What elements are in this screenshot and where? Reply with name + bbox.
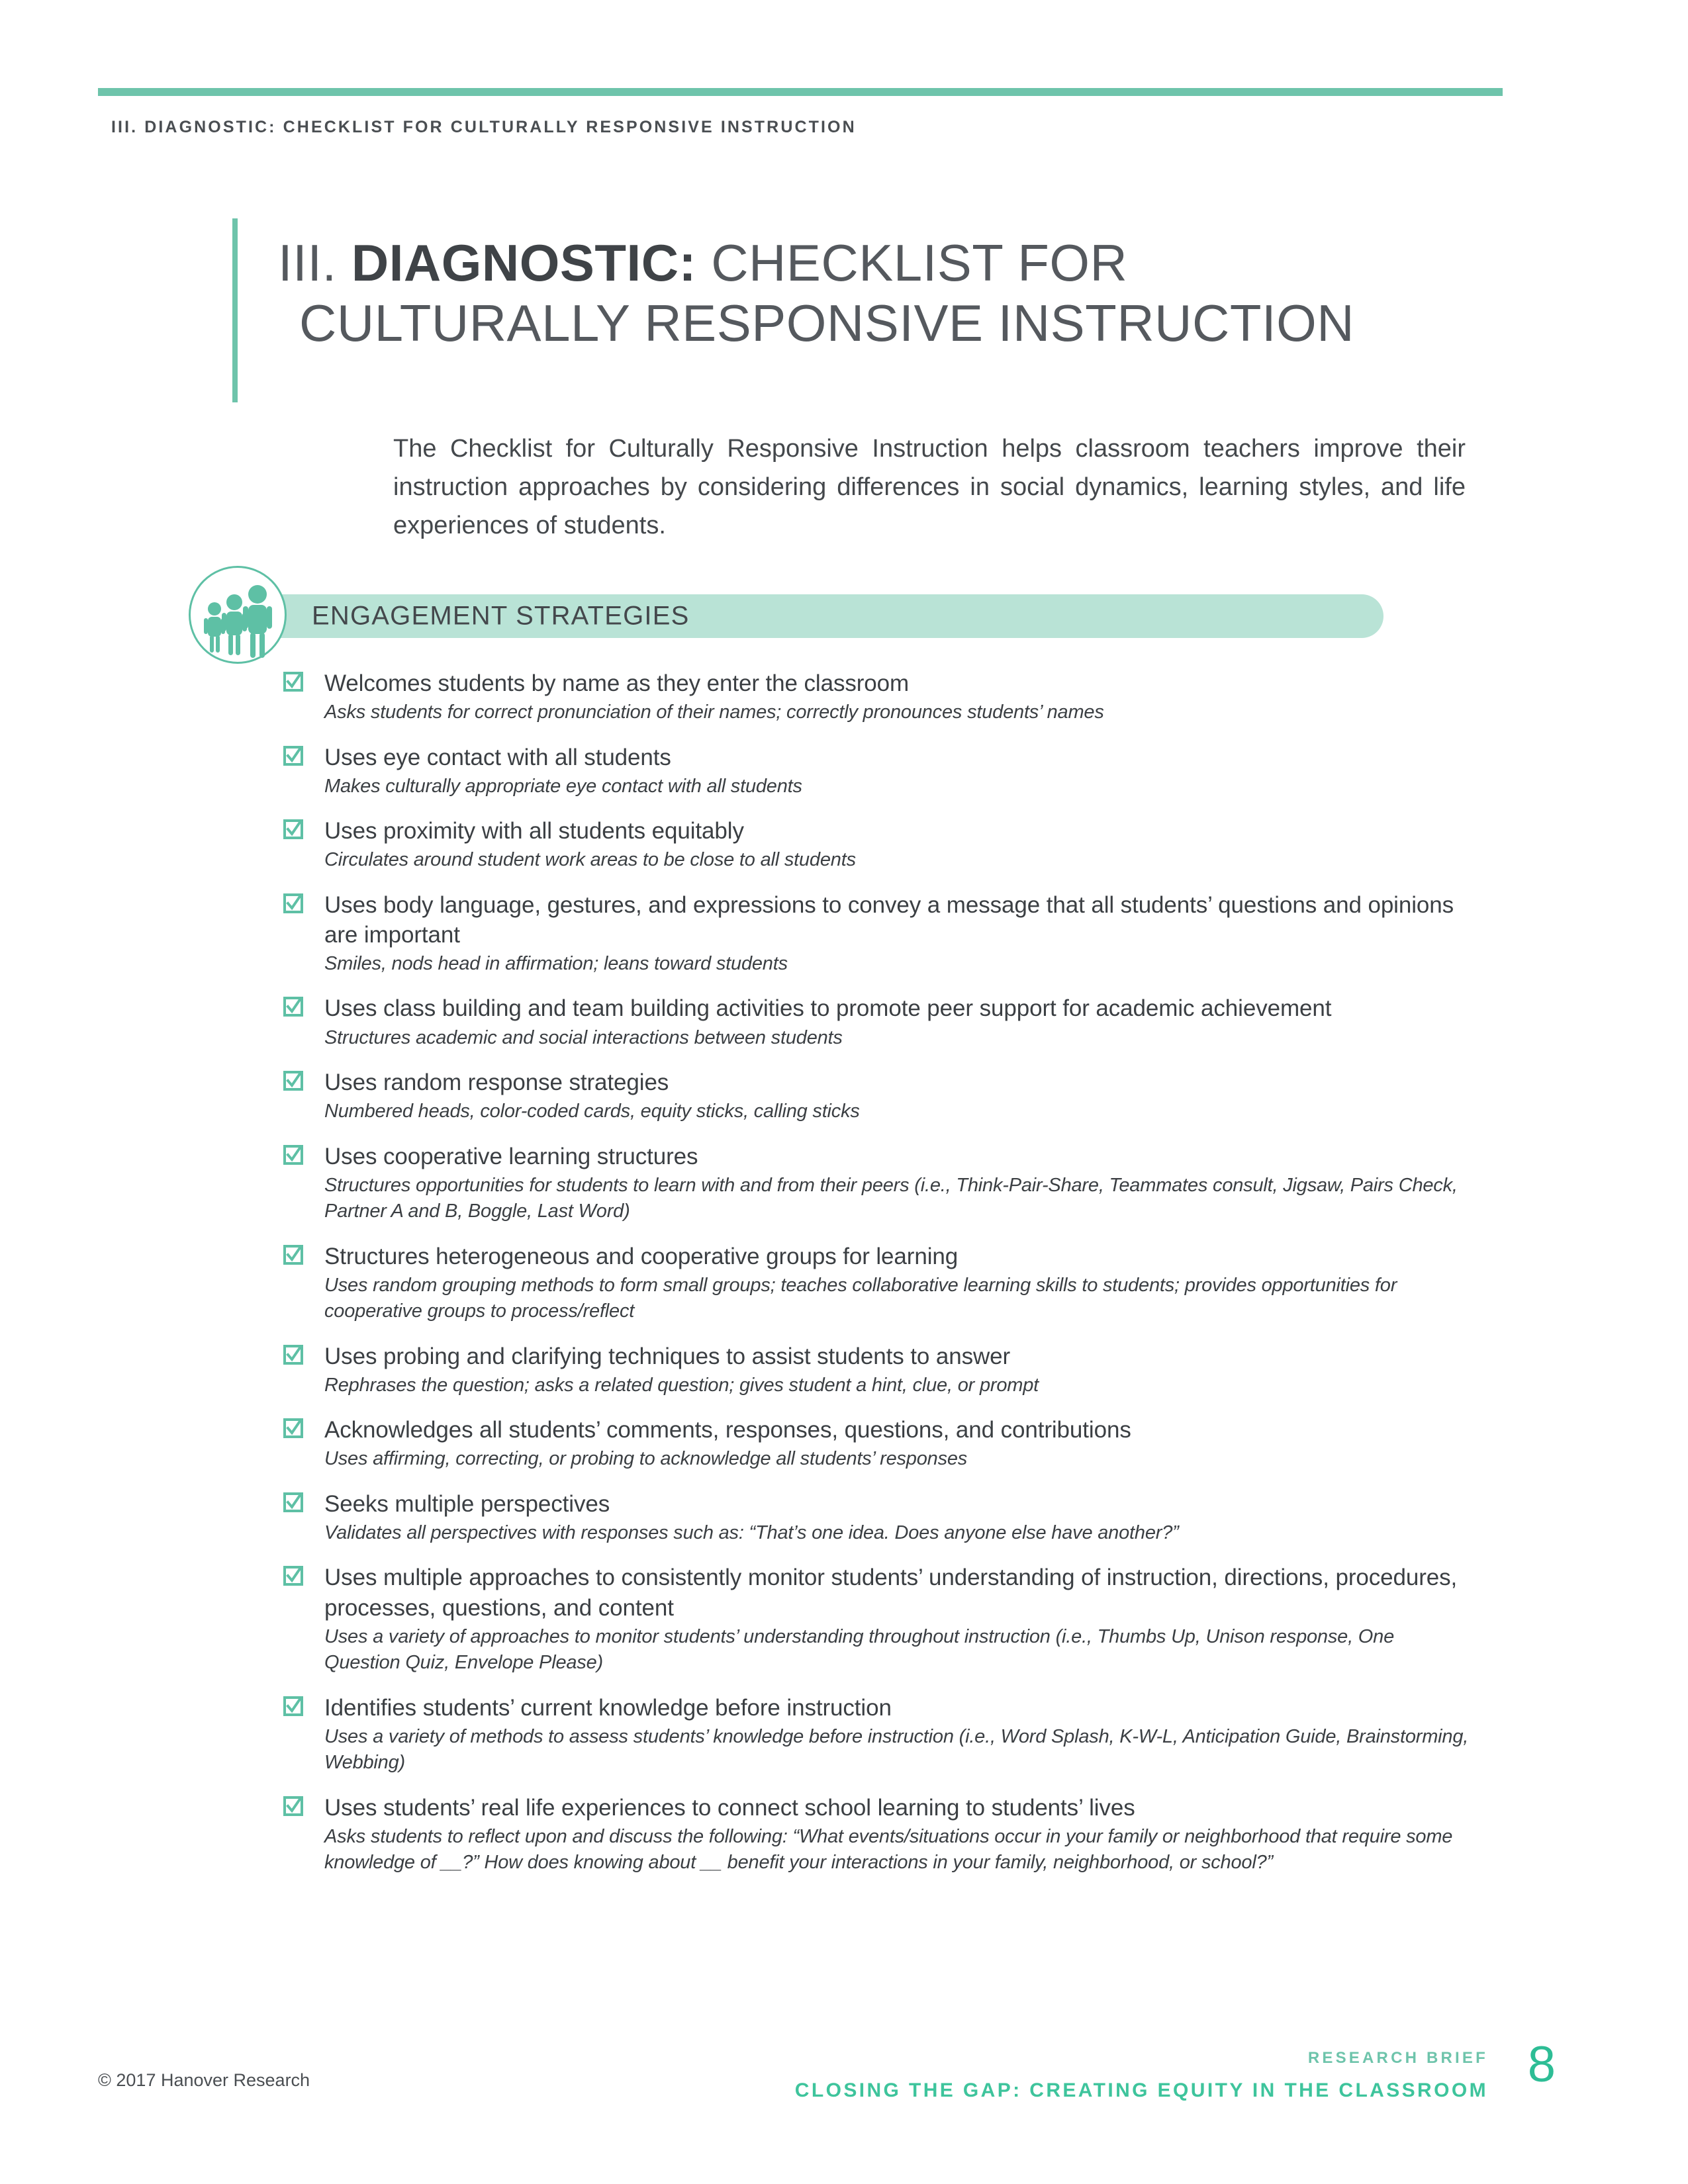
checklist-item-description: Makes culturally appropriate eye contact with all students bbox=[324, 775, 802, 797]
checklist-item-description: Uses random grouping methods to form small groups; teaches collaborative learning skills to students; provides opportunities for cooperative groups to process/reflect bbox=[324, 1274, 1397, 1322]
checklist-item-description: Smiles, nods head in affirmation; leans toward students bbox=[324, 953, 788, 975]
footer-brief-label: RESEARCH BRIEF bbox=[1307, 2049, 1488, 2067]
checklist-item[interactable] bbox=[283, 1415, 1475, 1473]
checklist-item-label: Welcomes students by name as they enter the classroom bbox=[324, 670, 910, 696]
family-group-icon bbox=[189, 566, 287, 664]
checkbox-checked-icon[interactable] bbox=[283, 1145, 303, 1165]
checklist-item-description: Circulates around student work areas to be close to all students bbox=[324, 849, 856, 871]
footer-document-title: CLOSING THE GAP: CREATING EQUITY IN THE CLASSROOM bbox=[794, 2079, 1488, 2101]
checklist-item-description: Asks students to reflect upon and discuss the following: “What events/situations occur in your family or neighborhood that require some knowledge of __?” How does knowing about __ benefit your interactions in your family, neighborhood, or school?” bbox=[324, 1825, 1453, 1874]
checklist bbox=[283, 668, 1475, 1893]
checklist-item-description: Asks students for correct pronunciation of their names; correctly pronounces students’ names bbox=[324, 702, 1104, 723]
footer-copyright: © 2017 Hanover Research bbox=[98, 2070, 310, 2090]
checklist-item-description: Uses a variety of approaches to monitor students’ understanding throughout instruction (i.e., Thumbs Up, Unison response, One Question Quiz, Envelope Please) bbox=[324, 1625, 1395, 1674]
title-emphasis: DIAGNOSTIC: bbox=[351, 234, 697, 292]
checklist-item[interactable] bbox=[283, 890, 1475, 978]
checklist-item-description: Uses affirming, correcting, or probing to acknowledge all students’ responses bbox=[324, 1448, 968, 1470]
checkbox-checked-icon[interactable] bbox=[283, 1071, 303, 1091]
checklist-item-description: Numbered heads, color-coded cards, equity sticks, calling sticks bbox=[324, 1101, 860, 1122]
checkbox-checked-icon[interactable] bbox=[283, 1566, 303, 1586]
checklist-item-label: Identifies students’ current knowledge before instruction bbox=[324, 1694, 892, 1721]
title-line2: CULTURALLY RESPONSIVE INSTRUCTION bbox=[299, 294, 1355, 353]
checklist-item-label: Uses students’ real life experiences to connect school learning to students’ lives bbox=[324, 1794, 1135, 1821]
checkbox-checked-icon[interactable] bbox=[283, 819, 303, 839]
checkbox-checked-icon[interactable] bbox=[283, 1418, 303, 1438]
section-banner-label: ENGAGEMENT STRATEGIES bbox=[312, 601, 690, 631]
checklist-item-description: Uses a variety of methods to assess students’ knowledge before instruction (i.e., Word Splash, K-W-L, Anticipation Guide, Brainstorming, Webbing) bbox=[324, 1725, 1469, 1774]
title-number: III. bbox=[278, 234, 337, 292]
checklist-item-label: Uses random response strategies bbox=[324, 1069, 669, 1096]
checklist-item[interactable] bbox=[283, 1489, 1475, 1547]
checkbox-checked-icon[interactable] bbox=[283, 1796, 303, 1816]
checkbox-checked-icon[interactable] bbox=[283, 1492, 303, 1512]
title-rest-line1: CHECKLIST FOR bbox=[711, 234, 1128, 292]
checklist-item-label: Uses proximity with all students equitably bbox=[324, 818, 744, 844]
checklist-item[interactable] bbox=[283, 1068, 1475, 1125]
checklist-item[interactable] bbox=[283, 816, 1475, 874]
checkbox-checked-icon[interactable] bbox=[283, 1696, 303, 1716]
checklist-item-label: Seeks multiple perspectives bbox=[324, 1490, 610, 1517]
checkbox-checked-icon[interactable] bbox=[283, 672, 303, 692]
checklist-item[interactable] bbox=[283, 1563, 1475, 1676]
checklist-item-label: Uses cooperative learning structures bbox=[324, 1143, 698, 1169]
checklist-item[interactable] bbox=[283, 1242, 1475, 1325]
checklist-item[interactable] bbox=[283, 1142, 1475, 1225]
checklist-item-label: Acknowledges all students’ comments, responses, questions, and contributions bbox=[324, 1417, 1131, 1443]
checkbox-checked-icon[interactable] bbox=[283, 746, 303, 766]
checkbox-checked-icon[interactable] bbox=[283, 997, 303, 1017]
intro-paragraph: The Checklist for Culturally Responsive Instruction helps classroom teachers improve their instruction approaches by considering differences in social dynamics, learning styles, and life experiences of students. bbox=[393, 435, 1466, 539]
checklist-item-label: Uses class building and team building activities to promote peer support for academic achievement bbox=[324, 995, 1332, 1022]
checkbox-checked-icon[interactable] bbox=[283, 893, 303, 913]
checkbox-checked-icon[interactable] bbox=[283, 1345, 303, 1365]
checklist-item[interactable] bbox=[283, 1693, 1475, 1776]
checklist-item-description: Structures academic and social interactions between students bbox=[324, 1026, 843, 1048]
checklist-item-description: Validates all perspectives with responses such as: “That’s one idea. Does anyone else have another?” bbox=[324, 1522, 1179, 1543]
checklist-item-label: Uses eye contact with all students bbox=[324, 744, 671, 770]
checklist-item[interactable] bbox=[283, 743, 1475, 800]
checklist-item-label: Uses multiple approaches to consistently monitor students’ understanding of instruction, directions, procedures, processes, questions, and content bbox=[324, 1565, 1458, 1621]
page-number: 8 bbox=[1527, 2036, 1556, 2093]
checklist-item[interactable] bbox=[283, 1793, 1475, 1876]
checklist-item[interactable] bbox=[283, 1342, 1475, 1399]
title-accent-bar bbox=[232, 218, 238, 402]
running-head: III. DIAGNOSTIC: CHECKLIST FOR CULTURALLY RESPONSIVE INSTRUCTION bbox=[111, 118, 857, 136]
checklist-item[interactable] bbox=[283, 668, 1475, 726]
checklist-item[interactable] bbox=[283, 993, 1475, 1051]
section-banner bbox=[248, 594, 1383, 638]
checklist-item-description: Structures opportunities for students to learn with and from their peers (i.e., Think-Pair-Share, Teammates consult, Jigsaw, Pairs Check, Partner A and B, Boggle, Last Word) bbox=[324, 1174, 1458, 1222]
checklist-item-description: Rephrases the question; asks a related question; gives student a hint, clue, or prompt bbox=[324, 1374, 1039, 1396]
page-title bbox=[278, 233, 1542, 354]
checkbox-checked-icon[interactable] bbox=[283, 1245, 303, 1265]
header-rule bbox=[98, 88, 1503, 96]
checklist-item-label: Structures heterogeneous and cooperative groups for learning bbox=[324, 1243, 959, 1269]
checklist-item-label: Uses probing and clarifying techniques to assist students to answer bbox=[324, 1343, 1011, 1369]
checklist-item-label: Uses body language, gestures, and expressions to convey a message that all students’ questions and opinions are important bbox=[324, 891, 1454, 948]
